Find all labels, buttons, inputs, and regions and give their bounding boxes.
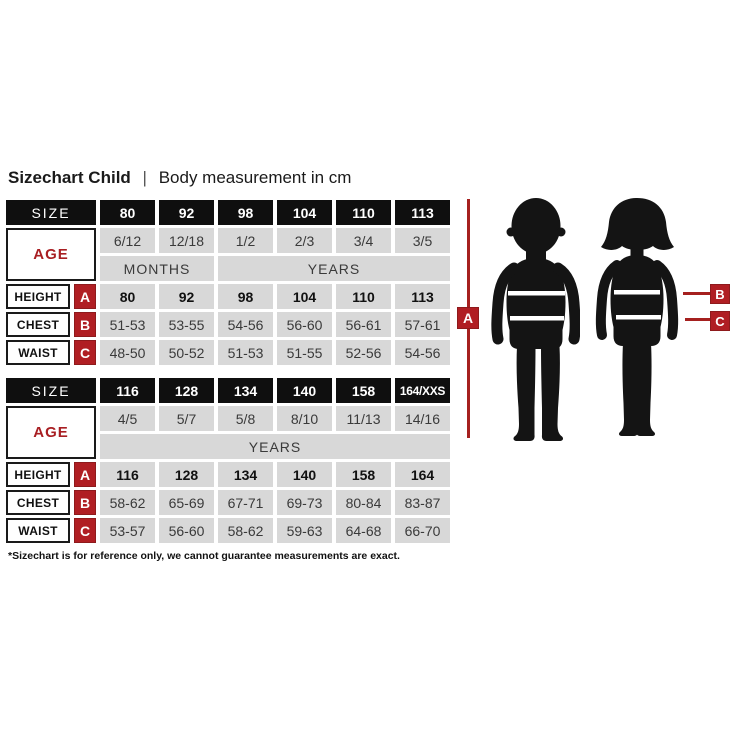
- height-cell: 92: [159, 284, 214, 309]
- chest-measure-line: [683, 292, 710, 295]
- age-cell: 1/2: [218, 228, 273, 253]
- chest-row-label: [6, 312, 96, 337]
- size-col-header: 140: [277, 378, 332, 403]
- waist-cell: 56-60: [159, 518, 214, 543]
- waist-label: WAIST: [6, 340, 70, 365]
- age-row-label: AGE: [6, 228, 96, 281]
- chest-cell: 53-55: [159, 312, 214, 337]
- height-label: HEIGHT: [6, 462, 70, 487]
- waist-label: WAIST: [6, 518, 70, 543]
- age-cell: 5/8: [218, 406, 273, 431]
- footnote: *Sizechart is for reference only, we cannot guarantee measurements are exact.: [8, 550, 400, 562]
- waist-cell: 59-63: [277, 518, 332, 543]
- height-cell: 104: [277, 284, 332, 309]
- height-cell: 80: [100, 284, 155, 309]
- size-col-header: 92: [159, 200, 214, 225]
- chest-cell: 56-60: [277, 312, 332, 337]
- waist-measure-line: [685, 318, 710, 321]
- age-cell: 6/12: [100, 228, 155, 253]
- waist-cell: 52-56: [336, 340, 391, 365]
- height-cell: 158: [336, 462, 391, 487]
- size-col-header: 113: [395, 200, 450, 225]
- size-header-label: SIZE: [6, 378, 96, 403]
- boy-chest-line: [508, 291, 565, 296]
- waist-cell: 66-70: [395, 518, 450, 543]
- chest-cell: 80-84: [336, 490, 391, 515]
- chest-cell: 51-53: [100, 312, 155, 337]
- waist-cell: 54-56: [395, 340, 450, 365]
- boy-waist-line: [510, 316, 564, 321]
- size-table-large: [6, 378, 450, 543]
- waist-cell: 64-68: [336, 518, 391, 543]
- size-col-header: 134: [218, 378, 273, 403]
- size-header-label: SIZE: [6, 200, 96, 225]
- height-row-label: [6, 462, 96, 487]
- size-col-header: 164/XXS: [395, 378, 450, 403]
- chest-cell: 54-56: [218, 312, 273, 337]
- badge-a: A: [74, 284, 96, 309]
- title-subtitle: Body measurement in cm: [158, 168, 352, 187]
- title-main: Sizechart Child: [8, 168, 131, 187]
- height-cell: 110: [336, 284, 391, 309]
- height-cell: 140: [277, 462, 332, 487]
- girl-silhouette: [592, 196, 685, 436]
- age-cell: 12/18: [159, 228, 214, 253]
- age-unit-years: YEARS: [218, 256, 450, 281]
- age-cell: 3/5: [395, 228, 450, 253]
- age-cell: 8/10: [277, 406, 332, 431]
- waist-cell: 53-57: [100, 518, 155, 543]
- chest-cell: 57-61: [395, 312, 450, 337]
- chest-cell: 67-71: [218, 490, 273, 515]
- badge-b: B: [74, 490, 96, 515]
- age-cell: 3/4: [336, 228, 391, 253]
- height-cell: 164: [395, 462, 450, 487]
- age-cell: 14/16: [395, 406, 450, 431]
- height-cell: 116: [100, 462, 155, 487]
- title-separator: |: [142, 168, 147, 187]
- age-unit-years: YEARS: [100, 434, 450, 459]
- height-label: HEIGHT: [6, 284, 70, 309]
- badge-b: B: [74, 312, 96, 337]
- boy-silhouette: [487, 198, 580, 442]
- size-col-header: 158: [336, 378, 391, 403]
- waist-cell: 48-50: [100, 340, 155, 365]
- badge-c: C: [74, 518, 96, 543]
- size-col-header: 128: [159, 378, 214, 403]
- chest-label: CHEST: [6, 490, 70, 515]
- chest-cell: 58-62: [100, 490, 155, 515]
- badge-a: A: [74, 462, 96, 487]
- height-cell: 113: [395, 284, 450, 309]
- badge-c: C: [74, 340, 96, 365]
- age-cell: 5/7: [159, 406, 214, 431]
- size-col-header: 104: [277, 200, 332, 225]
- waist-cell: 50-52: [159, 340, 214, 365]
- waist-cell: 51-55: [277, 340, 332, 365]
- page-title: [8, 168, 351, 188]
- waist-cell: 58-62: [218, 518, 273, 543]
- height-row-label: [6, 284, 96, 309]
- waist-cell: 51-53: [218, 340, 273, 365]
- size-col-header: 116: [100, 378, 155, 403]
- chest-label: CHEST: [6, 312, 70, 337]
- chest-cell: 69-73: [277, 490, 332, 515]
- height-cell: 98: [218, 284, 273, 309]
- size-table-small: [6, 200, 450, 365]
- girl-chest-line: [614, 290, 660, 295]
- waist-row-label: [6, 340, 96, 365]
- age-unit-months: MONTHS: [100, 256, 214, 281]
- chest-cell: 56-61: [336, 312, 391, 337]
- girl-waist-line: [616, 315, 661, 320]
- figure-badge-b: B: [710, 284, 730, 304]
- size-col-header: 80: [100, 200, 155, 225]
- age-cell: 11/13: [336, 406, 391, 431]
- figure-badge-c: C: [710, 311, 730, 331]
- age-cell: 2/3: [277, 228, 332, 253]
- chest-cell: 65-69: [159, 490, 214, 515]
- figure-badge-a: A: [457, 307, 479, 329]
- age-row-label: AGE: [6, 406, 96, 459]
- size-col-header: 98: [218, 200, 273, 225]
- chest-cell: 83-87: [395, 490, 450, 515]
- height-cell: 128: [159, 462, 214, 487]
- height-cell: 134: [218, 462, 273, 487]
- chest-row-label: [6, 490, 96, 515]
- size-col-header: 110: [336, 200, 391, 225]
- age-cell: 4/5: [100, 406, 155, 431]
- waist-row-label: [6, 518, 96, 543]
